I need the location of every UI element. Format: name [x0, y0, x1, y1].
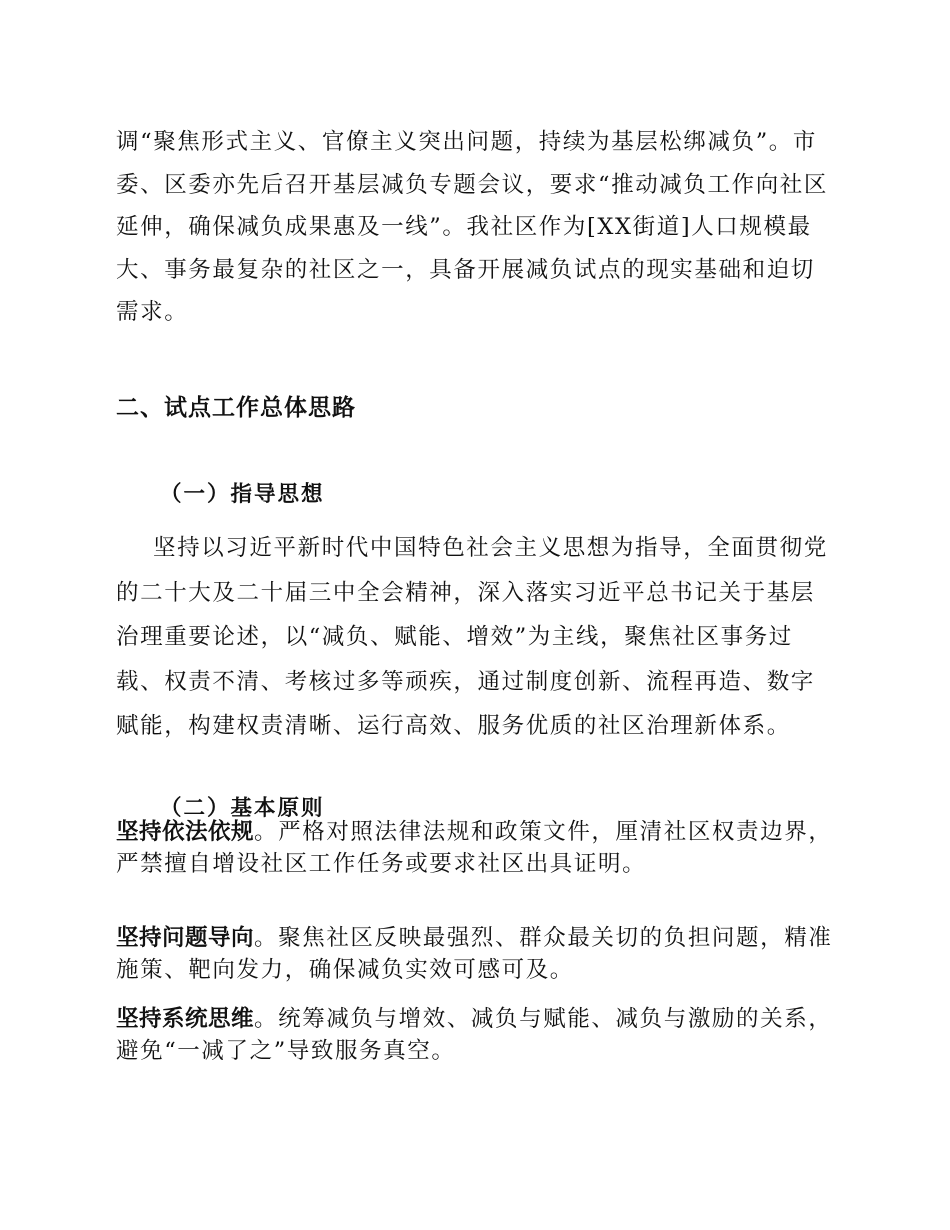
guiding-ideology-paragraph: 坚持以习近平新时代中国特色社会主义思想为指导，全面贯彻党的二十大及二十届三中全会精神，深入落实习近平总书记关于基层治理重要论述，以“减负、赋能、增效”为主线，聚焦社区事务过载、权责不清、考核过多等顽疾，通过制度创新、流程再造、数字赋能，构建权责清晰、运行高效、服务优质的社区治理新体系。 [116, 535, 828, 739]
principle-text: 。严格对照法律法规和政策文件，厘清社区权责边界，严禁擅自增设社区工作任务或要求社区出具证明。 [116, 819, 833, 877]
section-heading: 二、试点工作总体思路 [116, 395, 356, 421]
principle-item [116, 922, 838, 986]
principle-text: 。聚焦社区反映最强烈、群众最关切的负担问题，精准施策、靶向发力，确保减负实效可感可及。 [116, 925, 833, 983]
principle-item [116, 1003, 838, 1067]
principle-lead: 坚持问题导向 [116, 925, 255, 951]
principle-item [116, 816, 838, 880]
principle-text: 。统筹减负与增效、减负与赋能、减负与激励的关系，避免“一减了之”导致服务真空。 [116, 1006, 833, 1064]
intro-paragraph: 调“聚焦形式主义、官僚主义突出问题，持续为基层松绑减负”。市委、区委亦先后召开基层减负专题会议，要求“推动减负工作向社区延伸，确保减负成果惠及一线”。我社区作为[XX街道]人口规模最大、事务最复杂的社区之一，具备开展减负试点的现实基础和迫切需求。 [116, 129, 829, 325]
basic-principles-heading: （二）基本原则 [160, 796, 325, 821]
guiding-ideology-heading: （一）指导思想 [160, 482, 325, 507]
principle-lead: 坚持依法依规 [116, 819, 255, 845]
principle-lead: 坚持系统思维 [116, 1006, 255, 1032]
